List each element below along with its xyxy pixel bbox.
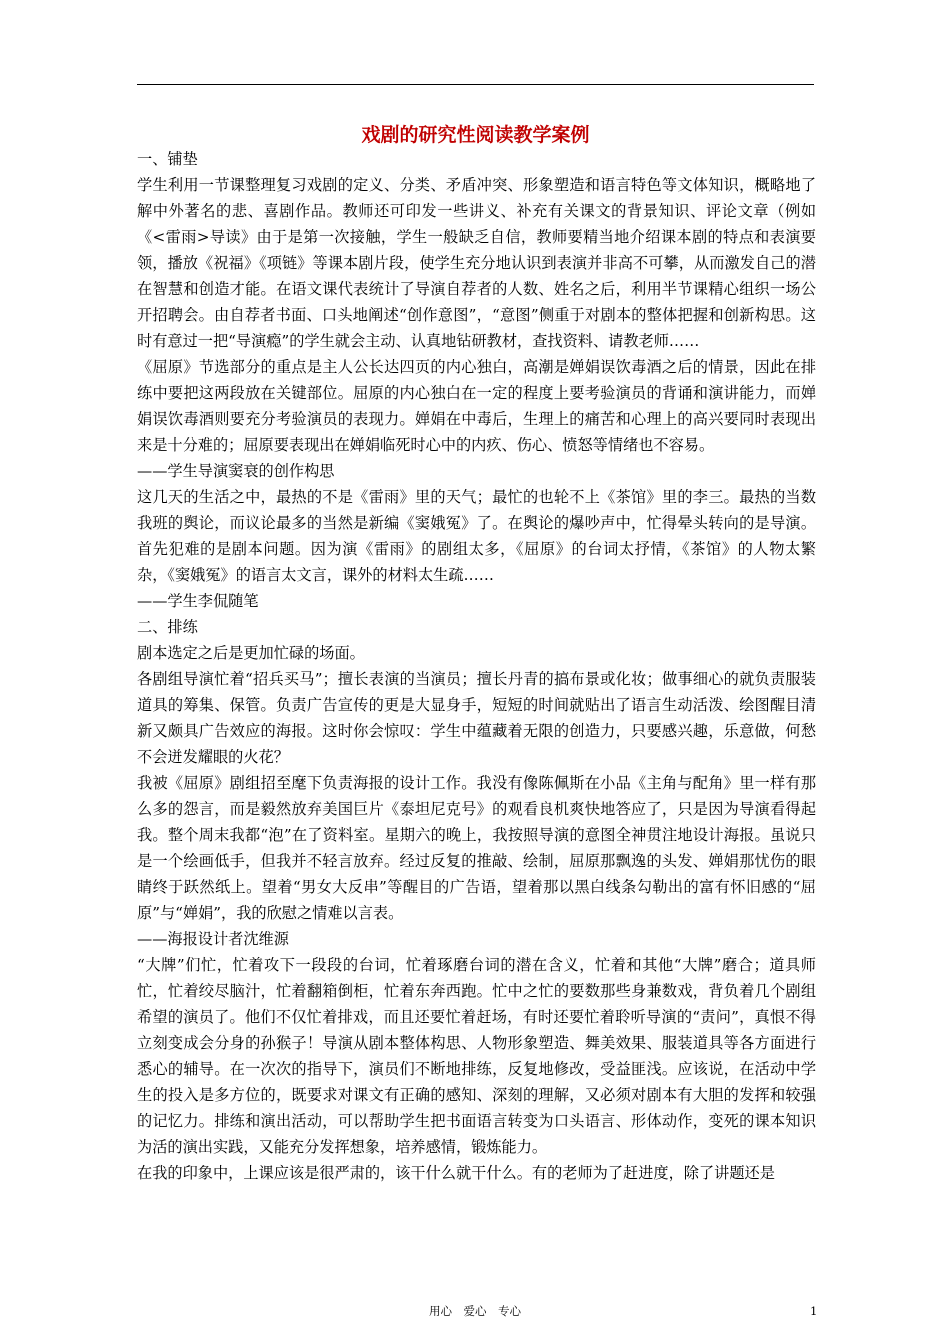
body-paragraph: 《屈原》节选部分的重点是主人公长达四页的内心独白，高潮是婵娟误饮毒酒之后的情景，因此在排练中要把这两段放在关键部位。屈原的内心独白在一定的程度上要考验演员的背诵和演讲能力，而婵娟误饮毒酒则要充分考验演员的表现力。婵娟在中毒后，生理上的痛苦和心理上的高兴要同时表现出来是十分难的；屈原要表现出在婵娟临死时心中的内疚、伤心、愤怒等情绪也不容易。 [137,358,816,454]
body-paragraph: “大牌”们忙，忙着攻下一段段的台词，忙着琢磨台词的潜在含义，忙着和其他“大牌”磨合；道具师忙，忙着绞尽脑汁，忙着翻箱倒柜，忙着东奔西跑。忙中之忙的要数那些身兼数戏，背负着几个剧组希望的演员了。他们不仅忙着排戏，而且还要忙着赶场，有时还要忙着聆听导演的“责问”，真恨不得立刻变成会分身的孙猴子！导演从剧本整体构思、人物形象塑造、舞美效果、服装道具等各方面进行悉心的辅导。在一次次的指导下，演员们不断地排练，反复地修改，受益匪浅。应该说，在活动中学生的投入是多方位的，既要求对课文有正确的感知、深刻的理解，又必须对剧本有大胆的发挥和较强的记忆力。排练和演出活动，可以帮助学生把书面语言转变为口头语言、形体动作，变死的课本知识为活的演出实践，又能充分发挥想象，培养感情，锻炼能力。 [137,956,816,1156]
document-title: 戏剧的研究性阅读教学案例 [361,124,590,146]
body-paragraph: 在我的印象中，上课应该是很严肃的，该干什么就干什么。有的老师为了赶进度，除了讲题还是 [137,1164,775,1182]
attribution-line: ——学生导演窦衰的创作构思 [137,462,335,480]
body-paragraph: 这几天的生活之中，最热的不是《雷雨》里的天气；最忙的也轮不上《茶馆》里的李三。最热的当数我班的舆论，而议论最多的当然是新编《窦娥冤》了。在舆论的爆吵声中，忙得晕头转向的是导演。首先犯难的是剧本问题。因为演《雷雨》的剧组太多，《屈原》的台词太抒情，《茶馆》的人物太繁杂，《窦娥冤》的语言太文言，课外的材料太生疏…… [137,488,816,584]
section-heading: 二、排练 [137,618,198,636]
document-body [137,146,816,1186]
body-paragraph: 剧本选定之后是更加忙碌的场面。 [137,644,365,662]
body-paragraph: 学生利用一节课整理复习戏剧的定义、分类、矛盾冲突、形象塑造和语言特色等文体知识，概略地了解中外著名的悲、喜剧作品。教师还可印发一些讲义、补充有关课文的背景知识、评论文章（例如《<雷雨>导读》由于是第一次接触，学生一般缺乏自信，教师要精当地介绍课本剧的特点和表演要领，播放《祝福》《项链》等课本剧片段，使学生充分地认识到表演并非高不可攀，从而激发自己的潜在智慧和创造才能。在语文课代表统计了导演自荐者的人数、姓名之后，利用半节课精心组织一场公开招聘会。由自荐者书面、口头地阐述“创作意图”，“意图”侧重于对剧本的整体把握和创新构思。这时有意过一把“导演瘾”的学生就会主动、认真地钻研教材，查找资料、请教老师…… [137,176,816,350]
body-paragraph: 我被《屈原》剧组招至麾下负责海报的设计工作。我没有像陈佩斯在小品《主角与配角》里一样有那么多的怨言，而是毅然放弃美国巨片《泰坦尼克号》的观看良机爽快地答应了，只是因为导演看得起我。整个周末我都“泡”在了资料室。星期六的晚上，我按照导演的意图全神贯注地设计海报。虽说只是一个绘画低手，但我并不轻言放弃。经过反复的推敲、绘制，屈原那飘逸的头发、婵娟那忧伤的眼睛终于跃然纸上。望着“男女大反串”等醒目的广告语，望着那以黑白线条勾勒出的富有怀旧感的“屈原”与“婵娟”，我的欣慰之情难以言表。 [137,774,816,922]
body-paragraph: 各剧组导演忙着“招兵买马”；擅长表演的当演员；擅长丹青的搞布景或化妆；做事细心的就负责服装道具的筹集、保管。负责广告宣传的更是大显身手，短短的时间就贴出了语言生动活泼、绘图醒目清新又颇具广告效应的海报。这时你会惊叹：学生中蕴藏着无限的创造力，只要感兴趣，乐意做，何愁不会迸发耀眼的火花？ [137,670,816,766]
page-number: 1 [810,1304,818,1318]
header-rule [137,84,814,85]
attribution-line: ——学生李侃随笔 [137,592,259,610]
attribution-line: ——海报设计者沈维源 [137,930,289,948]
section-heading: 一、铺垫 [137,150,198,168]
page-footer: 用心 爱心 专心 [429,1304,521,1318]
